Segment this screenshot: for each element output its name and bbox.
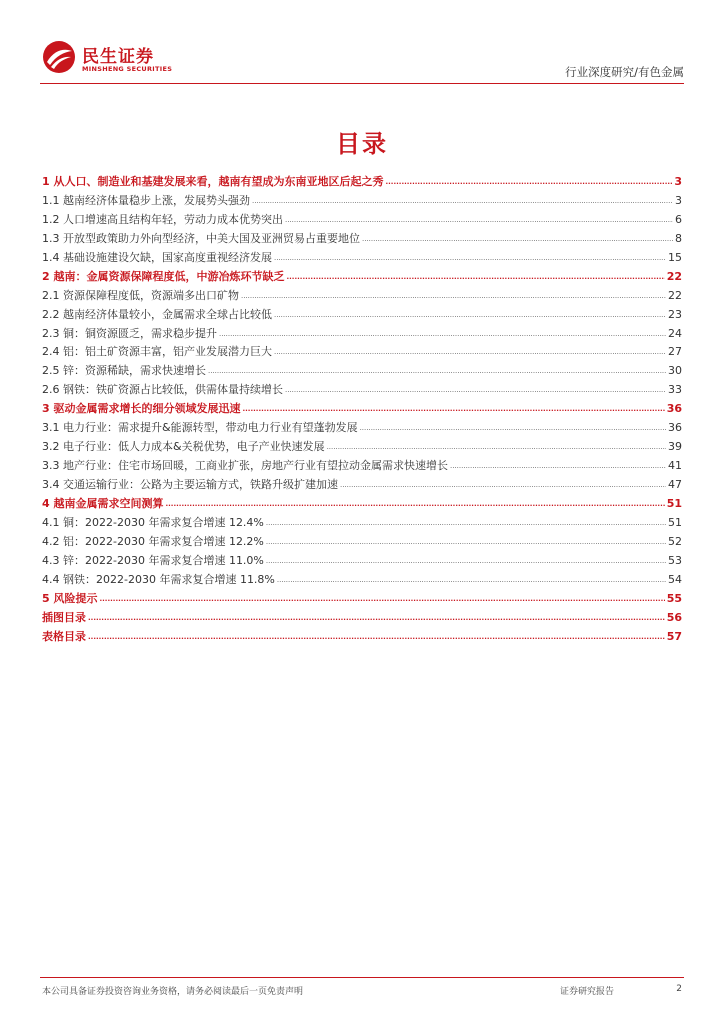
toc-section-entry[interactable] — [42, 419, 682, 438]
toc-entry-label: 2 越南：金属资源保障程度低，中游冶炼环节缺乏 — [42, 269, 285, 283]
logo-chinese-name: 民生证券 — [82, 47, 154, 67]
footer-doc-type: 证券研究报告 — [560, 987, 615, 997]
toc-entry-label: 1.1 越南经济体量稳步上涨，发展势头强劲 — [42, 193, 250, 207]
company-logo — [42, 40, 182, 80]
toc-section-entry[interactable] — [42, 249, 682, 268]
toc-section-entry[interactable] — [42, 325, 682, 344]
toc-entry-page: 6 — [675, 212, 682, 226]
toc-section-entry[interactable] — [42, 192, 682, 211]
toc-entry-label: 1.3 开放型政策助力外向型经济，中美大国及亚洲贸易占重要地位 — [42, 231, 360, 245]
toc-entry-label: 1 从人口、制造业和基建发展来看，越南有望成为东南亚地区后起之秀 — [42, 175, 384, 188]
toc-dot-leader — [266, 519, 666, 527]
toc-entry-page: 22 — [668, 288, 682, 302]
toc-dot-leader — [88, 614, 665, 622]
toc-entry-label: 4.1 铜：2022-2030 年需求复合增速 12.4% — [42, 515, 264, 529]
toc-entry-label: 4 越南金属需求空间测算 — [42, 496, 164, 510]
toc-entry-label: 2.5 锌：资源稀缺，需求快速增长 — [42, 364, 206, 378]
toc-entry-label: 4.3 锌：2022-2030 年需求复合增速 11.0% — [42, 553, 264, 567]
toc-dot-leader — [327, 443, 666, 451]
table-of-contents — [42, 173, 682, 646]
toc-entry-page: 3 — [674, 175, 682, 188]
toc-entry-page: 15 — [668, 250, 682, 264]
toc-entry-label: 4.2 铝：2022-2030 年需求复合增速 12.2% — [42, 534, 264, 548]
toc-entry-page: 36 — [668, 421, 682, 435]
toc-dot-leader — [252, 197, 673, 205]
toc-entry-page: 23 — [668, 307, 682, 321]
toc-chapter-entry[interactable] — [42, 628, 682, 647]
toc-section-entry[interactable] — [42, 438, 682, 457]
page-number: 2 — [676, 984, 682, 994]
toc-entry-label: 3.3 地产行业：住宅市场回暖，工商业扩张，房地产行业有望拉动金属需求快速增长 — [42, 459, 448, 473]
toc-entry-page: 36 — [666, 402, 682, 416]
toc-section-entry[interactable] — [42, 552, 682, 571]
toc-dot-leader — [266, 557, 666, 565]
toc-entry-page: 41 — [668, 459, 682, 473]
toc-section-entry[interactable] — [42, 230, 682, 249]
toc-entry-page: 52 — [668, 534, 682, 548]
footer-divider — [40, 977, 684, 978]
toc-chapter-entry[interactable] — [42, 609, 682, 628]
toc-chapter-entry[interactable] — [42, 173, 682, 192]
toc-entry-label: 1.2 人口增速高且结构年轻，劳动力成本优势突出 — [42, 212, 283, 226]
toc-entry-page: 33 — [668, 383, 682, 397]
toc-dot-leader — [340, 481, 666, 489]
toc-dot-leader — [165, 500, 664, 508]
toc-entry-label: 2.2 越南经济体量较小，金属需求全球占比较低 — [42, 307, 272, 321]
toc-chapter-entry[interactable] — [42, 268, 682, 287]
logo-english-name: MINSHENG SECURITIES — [82, 65, 173, 73]
toc-section-entry[interactable] — [42, 343, 682, 362]
toc-entry-page: 51 — [666, 496, 682, 510]
toc-entry-page: 51 — [668, 515, 682, 529]
toc-dot-leader — [274, 311, 666, 319]
toc-dot-leader — [362, 235, 673, 243]
toc-entry-label: 3.4 交通运输行业：公路为主要运输方式，铁路升级扩建加速 — [42, 478, 338, 491]
toc-dot-leader — [208, 367, 666, 375]
toc-chapter-entry[interactable] — [42, 590, 682, 609]
toc-entry-label: 5 风险提示 — [42, 591, 98, 605]
toc-entry-label: 3 驱动金属需求增长的细分领域发展迅速 — [42, 402, 241, 416]
toc-entry-label: 2.4 铝：铝土矿资源丰富，铝产业发展潜力巨大 — [42, 345, 272, 359]
toc-section-entry[interactable] — [42, 514, 682, 533]
toc-entry-page: 30 — [668, 364, 682, 378]
toc-section-entry[interactable] — [42, 533, 682, 552]
toc-entry-page: 39 — [668, 440, 682, 454]
toc-entry-page: 55 — [666, 591, 682, 605]
toc-entry-page: 54 — [668, 572, 682, 586]
toc-entry-label: 1.4 基础设施建设欠缺，国家高度重视经济发展 — [42, 250, 272, 264]
toc-dot-leader — [274, 348, 666, 356]
footer-disclaimer: 本公司具备证券投资咨询业务资格，请务必阅读最后一页免责声明 — [42, 987, 304, 997]
toc-entry-label: 2.1 资源保障程度低，资源端多出口矿物 — [42, 288, 239, 302]
toc-dot-leader — [219, 330, 666, 338]
toc-dot-leader — [242, 405, 664, 413]
toc-entry-page: 22 — [666, 269, 682, 283]
toc-section-entry[interactable] — [42, 476, 682, 495]
toc-dot-leader — [277, 576, 666, 584]
toc-dot-leader — [360, 424, 666, 432]
toc-dot-leader — [286, 273, 664, 281]
toc-entry-label: 3.2 电子行业：低人力成本&关税优势，电子产业快速发展 — [42, 440, 325, 454]
report-category: 行业深度研究/有色金属 — [565, 65, 684, 79]
header-divider — [40, 83, 684, 84]
toc-dot-leader — [285, 386, 666, 394]
toc-section-entry[interactable] — [42, 571, 682, 590]
toc-section-entry[interactable] — [42, 287, 682, 306]
toc-entry-page: 57 — [666, 629, 682, 643]
toc-title: 目录 — [336, 130, 388, 158]
toc-dot-leader — [88, 633, 665, 641]
toc-section-entry[interactable] — [42, 362, 682, 381]
page-header — [0, 0, 724, 84]
toc-section-entry[interactable] — [42, 306, 682, 325]
toc-entry-page: 47 — [668, 478, 682, 491]
toc-entry-page: 56 — [666, 610, 682, 624]
toc-dot-leader — [285, 216, 673, 224]
toc-section-entry[interactable] — [42, 457, 682, 476]
toc-entry-label: 3.1 电力行业：需求提升&能源转型，带动电力行业有望蓬勃发展 — [42, 421, 358, 435]
toc-entry-label: 4.4 钢铁：2022-2030 年需求复合增速 11.8% — [42, 572, 275, 586]
toc-entry-page: 24 — [668, 326, 682, 340]
toc-entry-label: 2.6 钢铁：铁矿资源占比较低，供需体量持续增长 — [42, 383, 283, 397]
toc-entry-page: 3 — [675, 193, 682, 207]
toc-entry-page: 53 — [668, 553, 682, 567]
toc-section-entry[interactable] — [42, 211, 682, 230]
toc-dot-leader — [450, 462, 666, 470]
toc-dot-leader — [241, 292, 666, 300]
toc-entry-page: 27 — [668, 345, 682, 359]
minsheng-logo-icon — [42, 40, 76, 74]
toc-entry-label: 插图目录 — [42, 610, 86, 624]
toc-chapter-entry[interactable] — [42, 400, 682, 419]
toc-entry-label: 表格目录 — [42, 629, 86, 643]
toc-dot-leader — [385, 178, 672, 186]
toc-entry-label: 2.3 铜：铜资源匮乏，需求稳步提升 — [42, 326, 217, 340]
toc-dot-leader — [274, 254, 666, 262]
toc-entry-page: 8 — [675, 231, 682, 245]
toc-dot-leader — [266, 538, 666, 546]
toc-section-entry[interactable] — [42, 381, 682, 400]
toc-chapter-entry[interactable] — [42, 495, 682, 514]
toc-dot-leader — [99, 595, 664, 603]
